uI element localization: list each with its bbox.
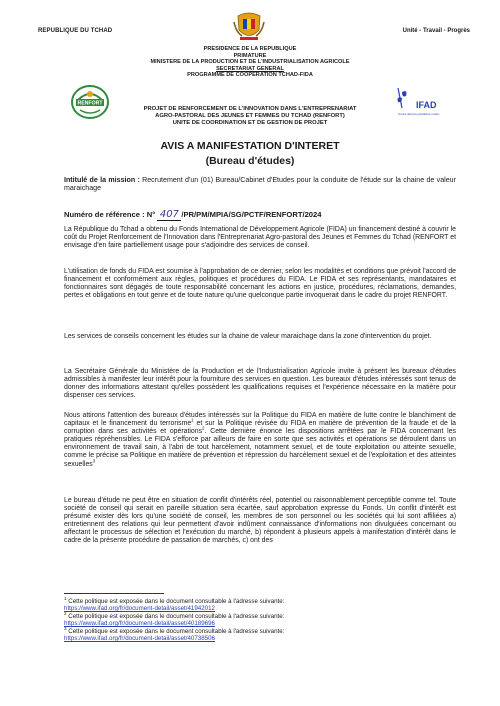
footnote-1 — [64, 595, 456, 613]
svg-text:RENFORT: RENFORT — [77, 100, 103, 107]
project-line-2: AGRO-PASTORAL DES JEUNES ET FEMMES DU TCHAD (RENFORT) — [155, 112, 345, 119]
reference-number — [64, 209, 321, 221]
handwritten-reference-number: 407 — [157, 209, 181, 221]
footnote-ref-1: 1 — [191, 417, 194, 423]
policy-text-part-2: et sur la Politique révisée du FIDA en matière de prévention de la fraude et de la corruption dans ses activités et opérations — [64, 420, 456, 436]
paragraph-ifad-approval: L'utilisation de fonds du FIDA est soumise à l'approbation de ce dernier, selon les modalités et conditions que prévoit l'accord de financement et conformément aux règles, politiques et procédures du FIDA. Le FIDA et ses représentants, mandataires et fonctionnaires sont dégagés de toute responsabilité concernant les actions en justice, procédures, réclamations, demandes, pertes et obligations en tout genre et de toute nature qu'une quelconque partie invoquerait dans le cadre du projet RENFORT. — [64, 268, 456, 300]
project-line-3: UNITE DE COORDINATION ET DE GESTION DE PROJET — [172, 119, 328, 126]
paragraph-ifad-policies — [64, 412, 456, 469]
reference-label: Numéro de référence : N° — [64, 210, 156, 219]
footnote-link-2[interactable]: https://www.ifad.org/fr/document-detail/asset/40189696 — [64, 620, 215, 628]
ministry-line-ministere: MINISTERE DE LA PRODUCTION ET DE L'INDUSTRIALISATION AGRICOLE — [150, 59, 350, 66]
policy-text-part-3: . Cette dernière énonce les dispositions arrêtées par le FIDA concernant les pratiques répréhensibles. Le FIDA s'efforce par ailleurs de faire en sorte que ses activités et opérations se déroulent dans un environnement de travail sain, à l'abri de tout harcèlement, notamment sexuel, et de toute exploitation ou atteinte sexuelle, comme le précise sa Politique en matière de prévention et répression du harcèlement sexuel et de l'exploitation et des atteintes sexuelles — [64, 428, 456, 468]
paragraph-conflict-of-interest: Le bureau d'étude ne peut être en situation de conflit d'intérêts réel, potentiel ou raisonnablement perceptible comme tel. Toute société de conseil qui serait en pareille situation sera écartée, sauf approbation expresse du Fonds. Un conflit d'intérêt est présumé exister dès lors qu'une société de conseil, les membres de son personnel ou les sociétés qui lui sont affiliées a) entretiennent des relations qui leur permettent d'avoir indûment connaissance d'informations non divulguées concernant ou affectant le processus de sélection et l'exécution du marché, b) répondent à plusieurs appels à manifestation d'intérêt dans le cadre de la présente procédure de passation de marchés, c) ont des — [64, 497, 456, 545]
ministry-line-presidence: PRESIDENCE DE LA REPUBLIQUE — [203, 46, 297, 52]
footnote-2 — [64, 610, 456, 628]
footnote-separator — [64, 593, 164, 594]
notice-subtitle: (Bureau d'études) — [205, 155, 295, 167]
paragraph-services: Les services de conseils concernent les études sur la chaine de valeur maraichage dans la zone d'intervention du projet. — [64, 333, 432, 340]
footnote-number: 2 — [64, 610, 67, 616]
mission-label: Intitulé de la mission : — [64, 176, 140, 184]
coat-of-arms-logo — [232, 12, 266, 42]
svg-text:IFAD: IFAD — [416, 100, 437, 110]
paragraph-invitation: La Secrétaire Générale du Ministère de la Production et de l'Industrialisation Agricole invite à présent les bureaux d'études admissibles à manifester leur intérêt pour la fourniture des services en question. Les bureaux d'études intéressés sont tenus de donner des informations attestant qu'elles possèdent les qualifications requises et l'expérience nécessaire en la matière pour dispenser ces services. — [64, 368, 456, 400]
project-line-1: PROJET DE RENFORCEMENT DE L'INNOVATION DANS L'ENTREPRENARIAT — [143, 106, 357, 112]
motto-header: Unité - Travail - Progrès — [402, 28, 470, 34]
policy-text-part-1: Nous attirons l'attention des bureaux d'études intéressés sur la Politique du FIDA en matière de lutte contre le blanchiment de capitaux et le financement du terrorisme — [64, 412, 456, 428]
mission-statement — [64, 176, 456, 193]
republic-header: REPUBLIQUE DU TCHAD — [38, 28, 113, 34]
footnote-text: Cette politique est exposée dans le document consultable à l'adresse suivante: — [66, 598, 285, 605]
ministry-line-programme: PROGRAMME DE COOPERATION TCHAD-FIDA — [187, 72, 313, 79]
footnote-ref-3: 3 — [92, 458, 96, 464]
footnote-link-3[interactable]: https://www.ifad.org/fr/document-detail/asset/40738506 — [64, 635, 215, 643]
mission-text: Recrutement d'un (01) Bureau/Cabinet d'Etudes pour la conduite de l'étude sur la chaine de valeur maraichage — [64, 176, 456, 193]
footnote-number: 3 — [64, 625, 67, 631]
footnote-text: Cette politique est exposée dans le document consultable à l'adresse suivante: — [66, 613, 285, 620]
reference-suffix: /PR/PM/MPIA/SG/PCTF/RENFORT/2024 — [181, 210, 322, 219]
footnote-ref-2: 2 — [202, 425, 205, 431]
ministry-line-primature: PRIMATURE — [233, 52, 267, 59]
notice-title: AVIS A MANIFESTATION D'INTERET — [160, 140, 340, 152]
footnote-text: Cette politique est exposée dans le document consultable à l'adresse suivante: — [66, 628, 285, 635]
ministry-header-block — [0, 46, 500, 79]
footnote-3 — [64, 625, 456, 643]
footnote-link-1[interactable]: https://www.ifad.org/fr/document-detail/asset/41942012 — [64, 605, 215, 613]
paragraph-financing: La République du Tchad a obtenu du Fonds International de Développement Agricole (FIDA) un financement destiné à couvrir le coût du Projet Renforcement de l'Innovation dans l'Entreprenariat Agro-pastoral des Jeunes et Femmes du Tchad (RENFORT et envisage d'en faire partiellement usage pour s'adjoindre des services de conseil. — [64, 226, 456, 250]
project-header-block — [0, 106, 500, 126]
svg-text:Investir dans les populations: Investir dans les populations rurales — [398, 113, 440, 116]
footnote-number: 1 — [64, 595, 67, 601]
ministry-line-sg: SECRETARIAT GENERAL — [216, 65, 284, 72]
